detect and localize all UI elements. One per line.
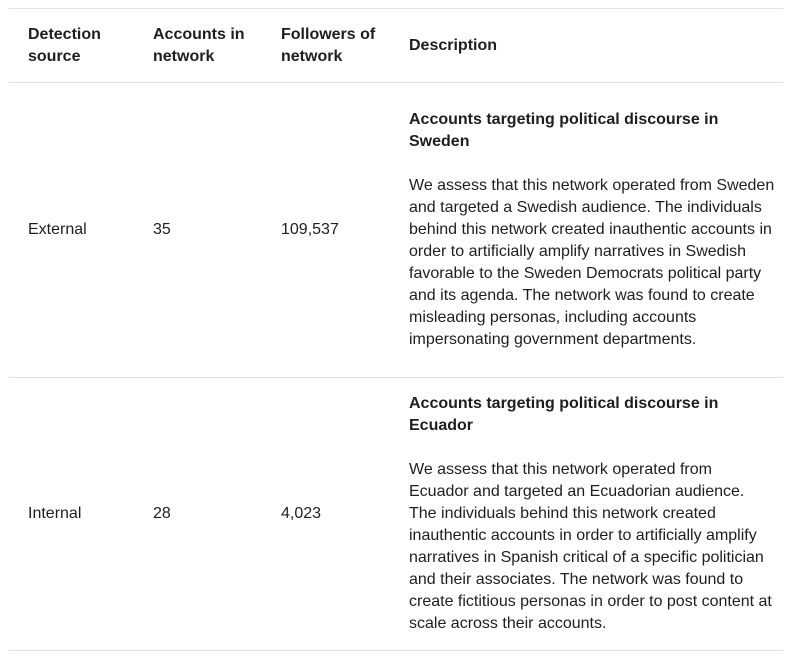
- cell-detection-source: Internal: [28, 505, 82, 522]
- network-table-container: [9, 8, 783, 651]
- cell-description: [390, 83, 783, 378]
- table-row: [9, 378, 783, 651]
- header-followers-of-network: Followers of network: [281, 25, 376, 65]
- cell-accounts: 35: [153, 221, 171, 238]
- header-accounts-in-network: Accounts in network: [153, 25, 245, 65]
- cell-detection-source: External: [28, 221, 87, 238]
- header-detection-source: Detection source: [28, 25, 101, 65]
- table-header: [9, 9, 783, 83]
- cell-accounts: 28: [153, 505, 171, 522]
- table-body: [9, 83, 783, 651]
- cell-followers: 109,537: [281, 221, 339, 238]
- network-table: [9, 8, 783, 651]
- description-body: We assess that this network operated from Ecuador and targeted an Ecuadorian audience. The individuals behind this network created inauthentic accounts in order to artificially amplify narratives in Spanish critical of a specific politician and their associates. The network was found to create fictitious personas in order to post content at scale across their accounts.: [409, 461, 772, 632]
- table-row: [9, 83, 783, 378]
- header-description: Description: [409, 36, 498, 54]
- cell-description: [390, 378, 783, 651]
- description-title: Accounts targeting political discourse in Sweden: [409, 111, 719, 150]
- description-title: Accounts targeting political discourse in Ecuador: [409, 395, 719, 434]
- description-body: We assess that this network operated from Sweden and targeted a Swedish audience. The individuals behind this network created inauthentic accounts in order to artificially amplify narratives in Swedish favorable to the Sweden Democrats political party and its agenda. The network was found to create misleading personas, including accounts impersonating government departments.: [409, 177, 775, 348]
- cell-followers: 4,023: [281, 505, 322, 522]
- header-row: [9, 9, 783, 83]
